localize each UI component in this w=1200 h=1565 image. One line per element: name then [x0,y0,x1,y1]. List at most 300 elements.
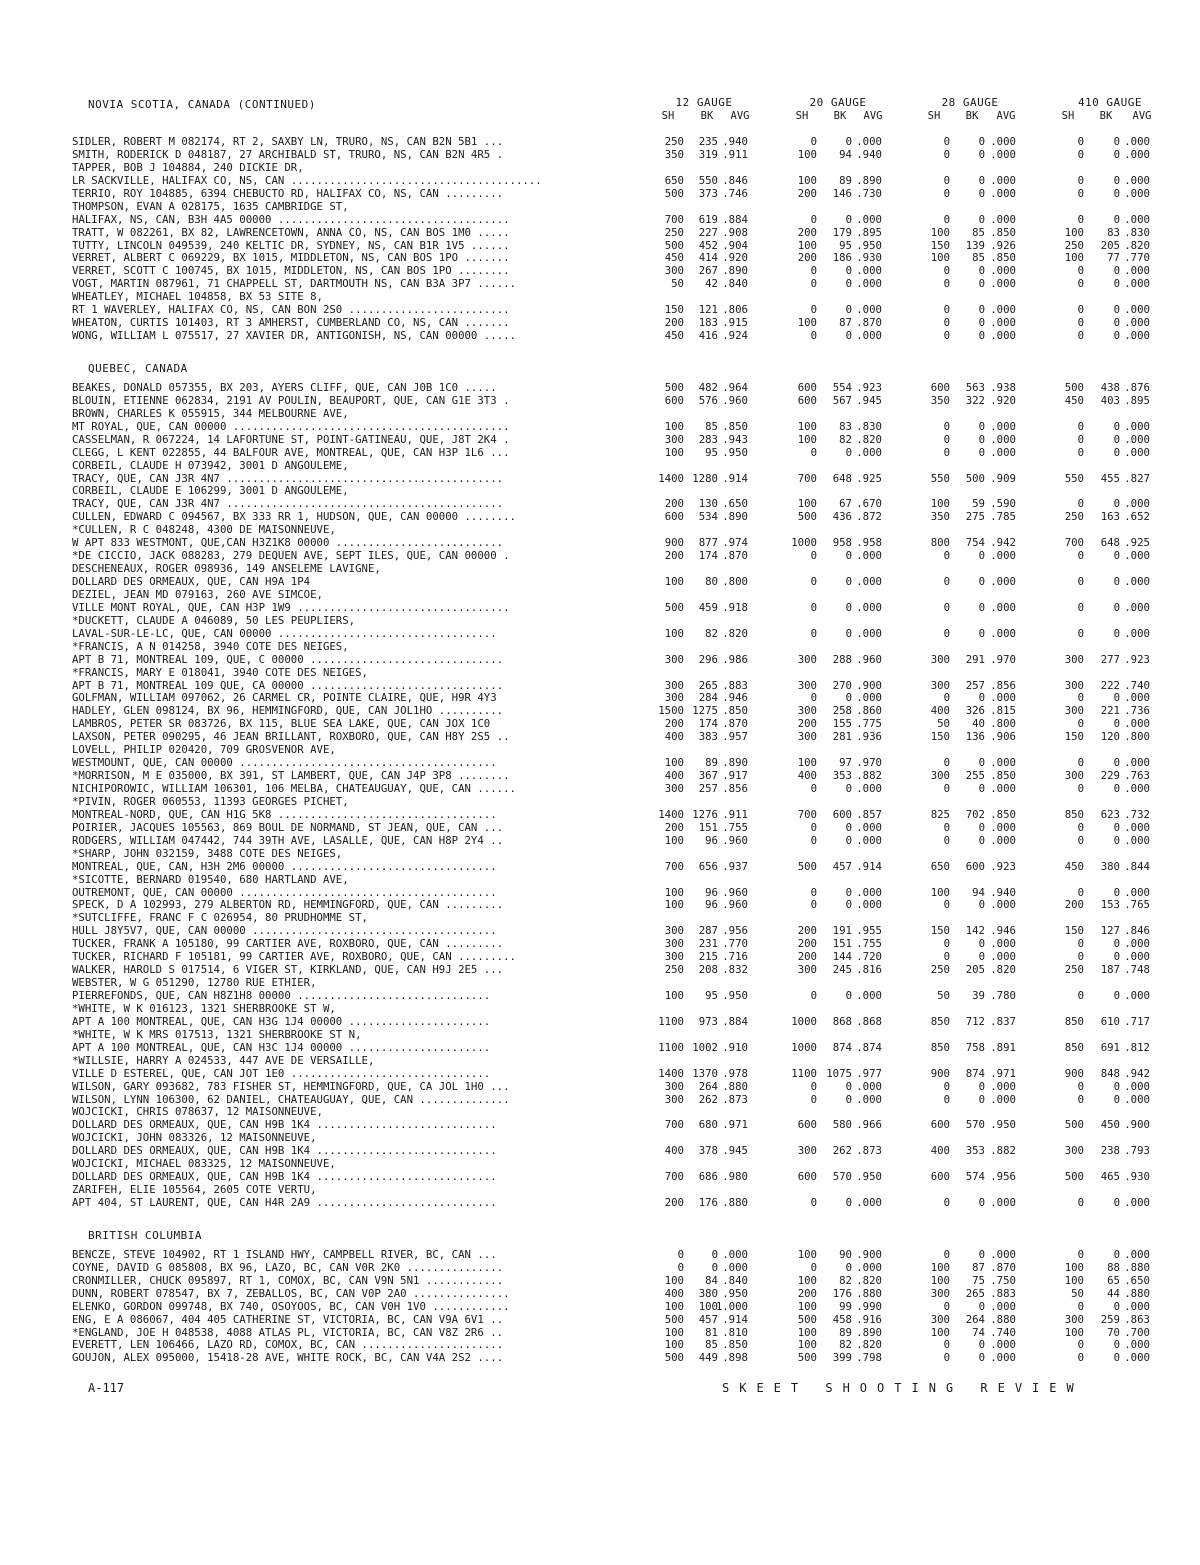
shooter-entry: *DUCKETT, CLAUDE A 046089, 50 LES PEUPLIERS, [72,614,356,627]
table-row [0,589,1200,602]
shooter-entry: BEAKES, DONALD 057355, BX 203, AYERS CLIFF, QUE, CAN J0B 1C0 ..... [72,381,497,394]
score-cell: .863 [1124,1312,1150,1326]
score-cell: .000 [856,303,882,317]
score-cell: 465 [1100,1170,1120,1184]
score-cell: 0 [978,937,985,951]
score-cell: 600 [797,1170,817,1184]
shooter-entry: CRONMILLER, CHUCK 095897, RT 1, COMOX, BC, CAN V9N 5N1 ............ [72,1274,504,1287]
score-cell: 258 [832,704,852,718]
score-cell: .832 [722,963,748,977]
table-row [0,1171,1200,1184]
score-cell: 0 [978,445,985,459]
score-cell: .000 [990,820,1016,834]
score-cell: 0 [845,1260,852,1274]
score-cell: .000 [1124,820,1150,834]
score-cell: 89 [705,756,718,770]
score-cell: .755 [856,937,882,951]
score-cell: .732 [1124,807,1150,821]
score-cell: .870 [990,1260,1016,1274]
table-row [0,874,1200,887]
score-cell: 648 [832,471,852,485]
score-cell: .883 [722,678,748,692]
score-cell: .806 [722,303,748,317]
score-cell: 100 [930,497,950,511]
score-cell: 0 [810,1092,817,1106]
score-cell: 800 [930,536,950,550]
table-row [0,796,1200,809]
score-cell: .956 [990,1170,1016,1184]
score-cell: 100 [1064,1325,1084,1339]
score-cell: 436 [832,510,852,524]
score-cell: 96 [705,898,718,912]
score-cell: 0 [943,212,950,226]
score-cell: .000 [856,445,882,459]
score-cell: 0 [978,1351,985,1365]
score-cell: 264 [698,1079,718,1093]
score-cell: 0 [1113,432,1120,446]
score-cell: 0 [1113,1299,1120,1313]
score-cell: 250 [1064,510,1084,524]
score-cell: 380 [698,1286,718,1300]
score-cell: 500 [664,600,684,614]
score-cell: 0 [978,1338,985,1352]
score-cell: .966 [856,1118,882,1132]
table-row [0,1339,1200,1352]
score-cell: 265 [965,1286,985,1300]
score-cell: 0 [845,264,852,278]
score-cell: 0 [1113,626,1120,640]
score-cell: 0 [845,329,852,343]
table-row [0,1029,1200,1042]
shooter-entry: *MORRISON, M E 035000, BX 391, ST LAMBERT, QUE, CAN J4P 3P8 ........ [72,770,510,783]
score-cell: 150 [1064,924,1084,938]
score-cell: 0 [810,549,817,563]
score-cell: 100 [797,1273,817,1287]
table-row [0,1158,1200,1171]
score-cell: 0 [1113,1351,1120,1365]
shooter-entry: COYNE, DAVID G 085808, BX 96, LAZO, BC, CAN V0R 2K0 ............... [72,1261,504,1274]
score-cell: 0 [810,264,817,278]
score-cell: .870 [722,717,748,731]
score-cell: 0 [1077,626,1084,640]
score-cell: 0 [1113,549,1120,563]
score-cell: 100 [664,885,684,899]
score-cell: 100 [797,1338,817,1352]
table-row [0,304,1200,317]
table-row [0,576,1200,589]
score-cell: 82 [839,1273,852,1287]
score-cell: .970 [990,652,1016,666]
score-cell: .900 [1124,1118,1150,1132]
shooter-entry: MONTREAL-NORD, QUE, CAN H1G 5K8 .................................. [72,808,497,821]
score-cell: 0 [1113,575,1120,588]
score-cell: .936 [856,730,882,744]
score-cell: 457 [698,1312,718,1326]
table-row [0,1132,1200,1145]
shooter-entry: CASSELMAN, R 067224, 14 LAFORTUNE ST, POINT-GATINEAU, QUE, J8T 2K4 . [72,433,510,446]
table-row [0,1003,1200,1016]
score-cell: .950 [990,1118,1016,1132]
score-cell: .925 [856,471,882,485]
score-cell: .000 [856,626,882,640]
score-cell: .820 [990,963,1016,977]
table-row [0,861,1200,874]
score-cell: 150 [930,924,950,938]
shooter-entry: APT A 100 MONTREAL, QUE, CAN H3G 1J4 00000 ...................... [72,1015,491,1028]
score-cell: 183 [698,316,718,330]
table-row [0,744,1200,757]
score-cell: .736 [1124,704,1150,718]
shooter-entry: RODGERS, WILLIAM 047442, 744 39TH AVE, LASALLE, QUE, CAN H8P 2Y4 .. [72,834,504,847]
score-cell: 326 [965,704,985,718]
score-cell: 567 [832,393,852,407]
score-cell: 81 [705,1325,718,1339]
score-cell: .890 [722,756,748,770]
column-heading: BK [1099,110,1113,122]
score-cell: 0 [1077,600,1084,614]
score-cell: .955 [856,924,882,938]
score-cell: 267 [698,264,718,278]
gauge-heading: 20 GAUGE [809,96,867,109]
shooter-entry: TUTTY, LINCOLN 049539, 240 KELTIC DR, SYDNEY, NS, CAN B1R 1V5 ...... [72,239,510,252]
score-cell: 0 [1077,135,1084,148]
shooter-entry: TRACY, QUE, CAN J3R 4N7 ........................................... [72,472,504,485]
score-cell: 0 [810,212,817,226]
table-row [0,1275,1200,1288]
score-cell: 88 [1107,1260,1120,1274]
score-cell: 300 [1064,769,1084,783]
score-cell: .000 [990,186,1016,200]
score-cell: 85 [972,251,985,265]
score-cell: .909 [990,471,1016,485]
score-cell: 0 [943,419,950,433]
score-cell: 0 [810,626,817,640]
score-cell: 450 [664,329,684,343]
score-cell: .000 [856,782,882,795]
score-cell: .895 [856,225,882,239]
table-row [0,990,1200,1003]
score-cell: 100 [1064,1260,1084,1274]
score-cell: 319 [698,147,718,161]
shooter-entry: WONG, WILLIAM L 075517, 27 XAVIER DR, ANTIGONISH, NS, CAN 00000 ..... [72,330,516,343]
score-cell: 300 [930,1286,950,1300]
score-cell: 455 [1100,471,1120,485]
score-cell: 623 [1100,807,1120,821]
score-cell: 300 [1064,1144,1084,1158]
shooter-entry: BLOUIN, ETIENNE 062834, 2191 AV POULIN, BEAUPORT, QUE, CAN G1E 3T3 . [72,394,510,407]
score-cell: .914 [856,859,882,873]
shooter-entry: *SICOTTE, BERNARD 019540, 680 HARTLAND AVE, [72,873,349,886]
score-cell: 0 [943,264,950,278]
score-cell: .820 [722,626,748,640]
table-row [0,718,1200,731]
score-cell: 0 [1077,1351,1084,1365]
score-cell: .763 [1124,769,1150,783]
score-cell: .765 [1124,898,1150,912]
score-cell: .850 [722,704,748,718]
score-cell: .990 [856,1299,882,1313]
score-cell: .748 [1124,963,1150,977]
score-cell: 0 [943,950,950,964]
shooter-entry: HALIFAX, NS, CAN, B3H 4A5 00000 .................................... [72,213,510,226]
score-cell: 570 [965,1118,985,1132]
score-cell: .917 [722,769,748,783]
score-cell: 0 [810,1260,817,1274]
score-cell: .000 [990,147,1016,161]
score-cell: .793 [1124,1144,1150,1158]
score-cell: 100 [664,1338,684,1352]
score-cell: 0 [978,264,985,278]
shooter-entry: VILLE D ESTEREL, QUE, CAN JOT 1E0 ............................... [72,1067,491,1080]
score-cell: 850 [930,1014,950,1028]
score-cell: 176 [698,1196,718,1209]
score-cell: 100 [797,1247,817,1261]
section-title: QUEBEC, CANADA [88,361,188,375]
score-cell: 0 [1113,212,1120,226]
score-cell: 700 [797,807,817,821]
score-cell: 100 [797,147,817,161]
score-cell: 754 [965,536,985,550]
score-cell: 0 [943,1338,950,1352]
shooter-entry: MONTREAL, QUE, CAN, H3H 2M6 00000 ................................ [72,860,497,873]
score-cell: .000 [1124,1338,1150,1352]
score-cell: 648 [1100,536,1120,550]
score-cell: 200 [797,1286,817,1300]
shooter-entry: LR SACKVILLE, HALIFAX CO, NS, CAN ....................................... [72,174,542,187]
score-cell: 0 [978,549,985,563]
column-heading: BK [965,110,979,122]
score-cell: .880 [1124,1286,1150,1300]
score-cell: 0 [1113,1338,1120,1352]
gauge-heading: 28 GAUGE [941,96,999,109]
score-cell: 0 [943,147,950,161]
score-cell: 700 [1064,536,1084,550]
score-cell: 1100 [791,1066,817,1080]
score-cell: 403 [1100,393,1120,407]
score-cell: 0 [845,445,852,459]
score-cell: 100 [664,756,684,770]
table-row [0,692,1200,705]
score-cell: .000 [990,756,1016,770]
score-cell: .720 [856,950,882,964]
score-cell: 1275 [692,704,718,718]
score-cell: 0 [943,575,950,588]
shooter-entry: WEBSTER, W G 051290, 12780 RUE ETHIER, [72,977,317,990]
score-cell: 848 [1100,1066,1120,1080]
score-cell: .950 [722,989,748,1002]
score-cell: 300 [930,769,950,783]
score-cell: 0 [978,626,985,640]
score-cell: .000 [1124,212,1150,226]
score-cell: .000 [990,432,1016,446]
score-cell: 100 [664,898,684,912]
score-cell: 0 [978,833,985,847]
shooter-entry: *SHARP, JOHN 032159, 3488 COTE DES NEIGES, [72,847,343,860]
table-row [0,925,1200,938]
score-cell: 0 [845,820,852,834]
score-cell: 100 [664,833,684,847]
score-cell: 0 [978,1092,985,1106]
score-cell: .930 [856,251,882,265]
score-cell: 0 [1077,329,1084,343]
score-cell: .000 [856,833,882,847]
table-row [0,1249,1200,1262]
section-heading [0,1223,1200,1249]
score-cell: 136 [965,730,985,744]
score-cell: 0 [943,833,950,847]
score-cell: 283 [698,432,718,446]
shooter-entry: WOJCICKI, MICHAEL 083325, 12 MAISONNEUVE, [72,1158,336,1171]
score-cell: 600 [664,393,684,407]
score-cell: 121 [698,303,718,317]
score-cell: 0 [1113,989,1120,1002]
score-cell: 0 [845,898,852,912]
table-row [0,1094,1200,1107]
score-cell: 300 [797,963,817,977]
score-cell: 150 [930,730,950,744]
score-cell: 0 [1077,419,1084,433]
score-cell: 400 [664,1286,684,1300]
score-cell: 449 [698,1351,718,1365]
score-cell: 284 [698,691,718,705]
score-cell: 610 [1100,1014,1120,1028]
score-cell: 868 [832,1014,852,1028]
score-cell: .000 [990,264,1016,278]
score-cell: .915 [722,316,748,330]
score-cell: 758 [965,1040,985,1054]
score-cell: 0 [1077,1196,1084,1209]
score-cell: .740 [1124,678,1150,692]
score-cell: 0 [1077,277,1084,291]
shooter-entry: TUCKER, RICHARD F 105181, 99 CARTIER AVE, ROXBORO, QUE, CAN ......... [72,951,516,964]
score-cell: 150 [930,238,950,252]
score-cell: 400 [930,1144,950,1158]
shooter-entry: LAVAL-SUR-LE-LC, QUE, CAN 00000 .................................. [72,627,497,640]
score-cell: 0 [845,691,852,705]
score-cell: .816 [856,963,882,977]
score-cell: 0 [845,575,852,588]
score-cell: .884 [722,212,748,226]
score-cell: 262 [698,1092,718,1106]
score-cell: 0 [845,277,852,291]
score-cell: 97 [839,756,852,770]
score-cell: 322 [965,393,985,407]
score-cell: 450 [1064,393,1084,407]
score-cell: .000 [1124,135,1150,148]
score-cell: .000 [1124,782,1150,795]
score-cell: 65 [1107,1273,1120,1287]
score-cell: 350 [930,393,950,407]
score-cell: .978 [722,1066,748,1080]
score-cell: 0 [943,445,950,459]
score-cell: 100 [797,419,817,433]
table-row [0,887,1200,900]
score-cell: 94 [839,147,852,161]
score-cell: .914 [722,1312,748,1326]
score-cell: 0 [978,820,985,834]
table-row [0,1055,1200,1068]
score-cell: 300 [664,1092,684,1106]
score-cell: 416 [698,329,718,343]
score-cell: .850 [722,419,748,433]
score-cell: .000 [856,820,882,834]
score-cell: .950 [722,1286,748,1300]
score-cell: .000 [1124,600,1150,614]
shooter-entry: SIDLER, ROBERT M 082174, RT 2, SAXBY LN, TRURO, NS, CAN B2N 5B1 ... [72,136,504,148]
score-cell: 459 [698,600,718,614]
score-cell: 0 [1077,549,1084,563]
shooter-entry: SMITH, RODERICK D 048187, 27 ARCHIBALD ST, TRURO, NS, CAN B2N 4R5 . [72,148,504,161]
table-row [0,291,1200,304]
score-cell: 100 [930,1260,950,1274]
score-cell: 554 [832,380,852,394]
table-row [0,783,1200,796]
score-cell: 0 [1077,432,1084,446]
score-cell: .000 [990,1196,1016,1209]
score-cell: 50 [937,717,950,731]
score-cell: 142 [965,924,985,938]
shooter-entry: GOUJON, ALEX 095000, 15418-28 AVE, WHITE ROCK, BC, CAN V4A 2S2 .... [72,1352,504,1365]
score-cell: .750 [990,1273,1016,1287]
score-cell: 150 [664,303,684,317]
score-cell: .000 [1124,1299,1150,1313]
score-cell: .923 [856,380,882,394]
score-cell: .880 [1124,1260,1150,1274]
score-cell: .960 [722,885,748,899]
score-cell: 700 [664,212,684,226]
score-cell: .798 [856,1351,882,1365]
score-cell: .000 [856,898,882,912]
table-row [0,1068,1200,1081]
score-cell: 0 [1113,1092,1120,1106]
shooter-entry: HULL J8Y5V7, QUE, CAN 00000 ...................................... [72,925,497,938]
score-cell: 450 [1064,859,1084,873]
score-cell: 0 [943,329,950,343]
score-cell: .590 [990,497,1016,511]
table-header [0,96,1200,130]
score-cell: 0 [1113,950,1120,964]
score-cell: 0 [1077,717,1084,731]
score-cell: 0 [810,782,817,795]
score-cell: 287 [698,924,718,938]
score-cell: 100 [664,1299,684,1313]
score-cell: .911 [722,807,748,821]
score-cell: 0 [1077,950,1084,964]
score-cell: 500 [797,1351,817,1365]
score-cell: .872 [856,510,882,524]
score-cell: 205 [965,963,985,977]
score-cell: .974 [722,536,748,550]
score-cell: 500 [664,380,684,394]
score-cell: .964 [722,380,748,394]
score-cell: 300 [930,652,950,666]
score-cell: .884 [722,1014,748,1028]
score-cell: 550 [1064,471,1084,485]
score-cell: 0 [1113,277,1120,291]
score-cell: 600 [664,510,684,524]
score-cell: 438 [1100,380,1120,394]
table-row [0,1106,1200,1119]
score-cell: 0 [978,316,985,330]
score-cell: .650 [1124,1273,1150,1287]
score-cell: .000 [1124,549,1150,563]
score-cell: 500 [1064,1170,1084,1184]
column-heading: AVG [863,110,883,122]
score-cell: .000 [856,549,882,563]
score-cell: .000 [990,212,1016,226]
score-cell: .717 [1124,1014,1150,1028]
score-table [0,136,1200,1365]
